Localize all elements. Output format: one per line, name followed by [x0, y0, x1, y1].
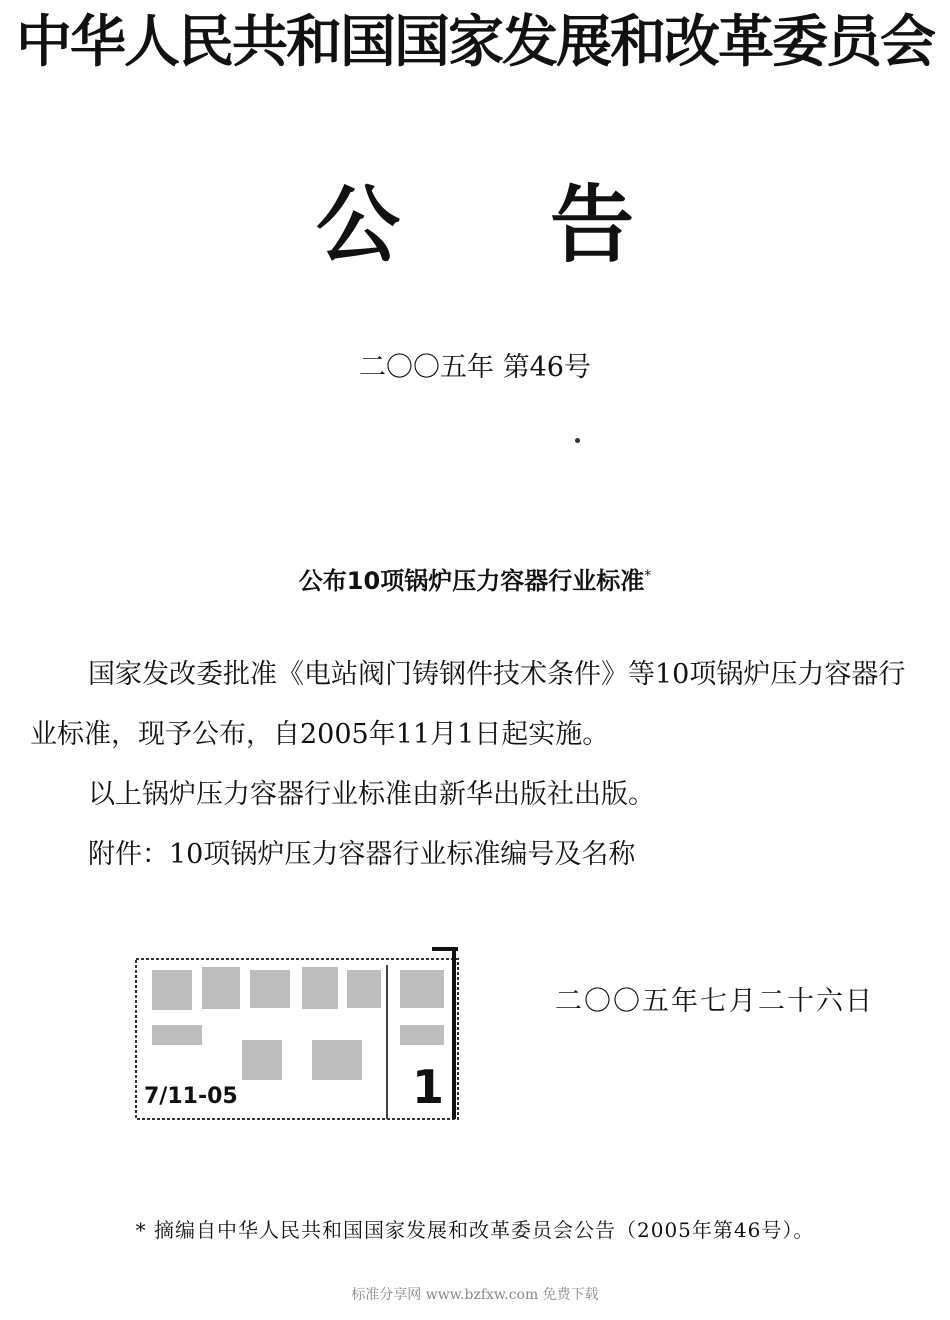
subject-title: 公布10项锅炉压力容器行业标准: [298, 567, 645, 595]
issue-date: 二〇〇五年七月二十六日: [555, 986, 874, 1017]
document-type-title: 公告: [315, 176, 784, 274]
footnote: * 摘编自中华人民共和国国家发展和改革委员会公告（2005年第46号）。: [135, 1218, 815, 1242]
stamp-handwritten: 7/11-05: [144, 1084, 238, 1109]
stamp-graphic: [132, 945, 462, 1125]
body-paragraph-2: 以上锅炉压力容器行业标准由新华出版社出版。: [88, 779, 655, 810]
document-number: 二〇〇五年 第46号: [359, 352, 591, 383]
footnote-mark: *: [644, 568, 652, 584]
watermark: 标准分享网 www.bzfxw.com 免费下载: [351, 1287, 599, 1303]
stamp-number: 1: [412, 1060, 445, 1114]
received-stamp: [132, 945, 462, 1125]
subject-heading: [0, 556, 950, 601]
body-paragraph-1: 国家发改委批准《电站阀门铸钢件技术条件》等10项锅炉压力容器行业标准，现予公布，自2005年11月1日起实施。: [30, 659, 906, 750]
attachment-line: 附件：10项锅炉压力容器行业标准编号及名称: [88, 839, 636, 870]
agency-title: 中华人民共和国国家发展和改革委员会: [16, 10, 934, 75]
stray-dot: [575, 438, 580, 443]
